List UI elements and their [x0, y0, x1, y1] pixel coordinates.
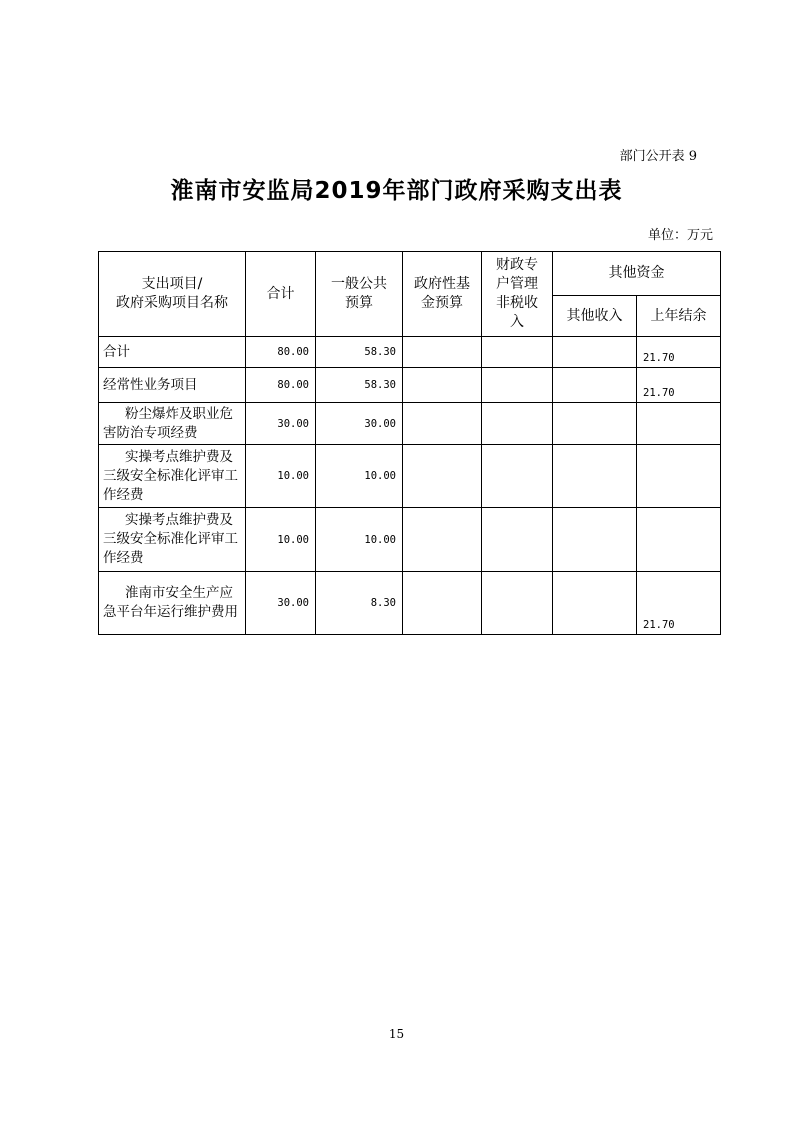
cell-fund — [403, 368, 482, 403]
cell-fund — [403, 445, 482, 508]
cell-total: 80.00 — [246, 368, 316, 403]
table-row — [99, 445, 721, 508]
cell-general: 8.30 — [316, 572, 403, 635]
cell-total: 10.00 — [246, 508, 316, 572]
cell-other-income — [553, 368, 637, 403]
cell-other-income — [553, 445, 637, 508]
cell-fund — [403, 403, 482, 445]
table-row — [99, 337, 721, 368]
table-row — [99, 572, 721, 635]
cell-carryover — [637, 445, 721, 508]
procurement-table — [98, 251, 721, 635]
cell-total: 30.00 — [246, 403, 316, 445]
row-name: 合计 — [99, 337, 246, 368]
header-carryover: 上年结余 — [637, 296, 721, 337]
cell-special — [482, 572, 553, 635]
cell-total: 30.00 — [246, 572, 316, 635]
unit-label: 单位：万元 — [647, 228, 713, 243]
header-fund-budget: 政府性基 金预算 — [403, 252, 482, 337]
cell-fund — [403, 572, 482, 635]
row-name: 经常性业务项目 — [99, 368, 246, 403]
row-name: 淮南市安全生产应急平台年运行维护费用 — [99, 572, 246, 635]
table-row — [99, 403, 721, 445]
cell-general: 10.00 — [316, 445, 403, 508]
header-special-account: 财政专 户管理 非税收 入 — [482, 252, 553, 337]
cell-total: 10.00 — [246, 445, 316, 508]
cell-general: 58.30 — [316, 337, 403, 368]
page-title: 淮南市安监局2019年部门政府采购支出表 — [170, 178, 623, 204]
cell-other-income — [553, 337, 637, 368]
header-total: 合计 — [246, 252, 316, 337]
cell-special — [482, 368, 553, 403]
cell-general: 30.00 — [316, 403, 403, 445]
row-name: 粉尘爆炸及职业危害防治专项经费 — [99, 403, 246, 445]
cell-general: 58.30 — [316, 368, 403, 403]
table-row — [99, 508, 721, 572]
header-item: 支出项目/ 政府采购项目名称 — [99, 252, 246, 337]
cell-general: 10.00 — [316, 508, 403, 572]
cell-special — [482, 403, 553, 445]
cell-fund — [403, 508, 482, 572]
cell-special — [482, 508, 553, 572]
cell-other-income — [553, 403, 637, 445]
cell-carryover: 21.70 — [637, 337, 721, 368]
cell-carryover — [637, 403, 721, 445]
cell-carryover: 21.70 — [637, 572, 721, 635]
header-other-income: 其他收入 — [553, 296, 637, 337]
cell-carryover: 21.70 — [637, 368, 721, 403]
cell-special — [482, 445, 553, 508]
row-name: 实操考点维护费及三级安全标准化评审工作经费 — [99, 445, 246, 508]
row-name: 实操考点维护费及三级安全标准化评审工作经费 — [99, 508, 246, 572]
cell-other-income — [553, 572, 637, 635]
table-number-label: 部门公开表 9 — [619, 149, 697, 164]
cell-other-income — [553, 508, 637, 572]
table-row — [99, 368, 721, 403]
header-other-funds: 其他资金 — [553, 252, 721, 296]
header-general-budget: 一般公共 预算 — [316, 252, 403, 337]
cell-carryover — [637, 508, 721, 572]
page-number: 15 — [388, 1027, 405, 1041]
cell-total: 80.00 — [246, 337, 316, 368]
cell-special — [482, 337, 553, 368]
cell-fund — [403, 337, 482, 368]
